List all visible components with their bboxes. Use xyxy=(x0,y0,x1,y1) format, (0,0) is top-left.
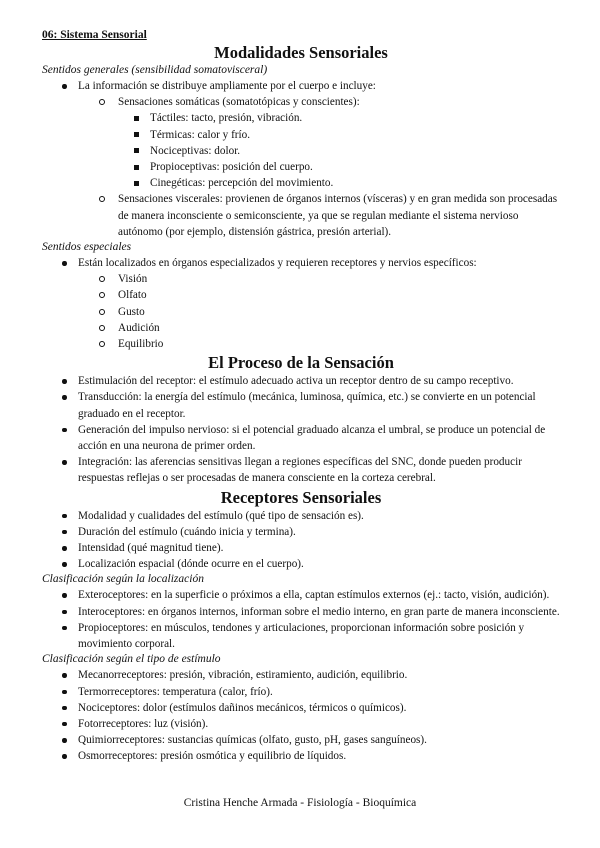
list-item: Termorreceptores: temperatura (calor, frío). xyxy=(42,684,560,700)
list-item: Quimiorreceptores: sustancias químicas (olfato, gusto, pH, gases sanguíneos). xyxy=(42,732,560,748)
subheading-tipo-estimulo: Clasificación según el tipo de estímulo xyxy=(42,653,221,666)
subheading-generales: Sentidos generales (sensibilidad somatovisceral) xyxy=(42,64,268,76)
list-item: Duración del estímulo (cuándo inicia y termina). xyxy=(42,524,560,540)
list-generales xyxy=(42,78,560,240)
list-item: Exteroceptores: en la superficie o próximos a ella, captan estímulos externos (ej.: tacto, visión, audición). xyxy=(42,587,560,603)
list-item: Gusto xyxy=(78,304,560,320)
list-item: Sensaciones viscerales: provienen de órganos internos (vísceras) y en gran medida son procesadas de manera inconsciente o semiconsciente, ya que se regulan mediante el sistema nervioso autónomo (por ejemplo, distensión gástrica, presión arterial). xyxy=(78,191,560,240)
list-item: Propioceptores: en músculos, tendones y articulaciones, proporcionan información sobre posición y movimiento corporal. xyxy=(42,620,560,652)
page-footer: Cristina Henche Armada - Fisiología - Bioquímica xyxy=(183,797,417,809)
list-localizacion xyxy=(42,587,560,652)
list-item: Audición xyxy=(78,320,560,336)
heading-proceso: El Proceso de la Sensación xyxy=(208,353,394,373)
list-item: Integración: las aferencias sensitivas llegan a regiones específicas del SNC, donde pueden producir respuestas reflejas o ser procesadas de manera consciente en la corteza cerebral. xyxy=(42,454,560,486)
list-item: Fotorreceptores: luz (visión). xyxy=(42,716,560,732)
list-item: Sensaciones somáticas (somatotópicas y conscientes): Táctiles: tacto, presión, vibración. Térmicas: calor y frío. Nociceptivas: dolor. Propioceptivas: posición del cuerpo. Cinegéticas: percepción del movimiento. xyxy=(78,94,560,191)
list-item: Intensidad (qué magnitud tiene). xyxy=(42,540,560,556)
list-proceso xyxy=(42,373,560,486)
list-item: Interoceptores: en órganos internos, informan sobre el medio interno, en gran parte de manera inconsciente. xyxy=(42,604,560,620)
list-item: Localización espacial (dónde ocurre en el cuerpo). xyxy=(42,556,560,572)
list-item: Térmicas: calor y frío. xyxy=(118,127,560,143)
heading-receptores: Receptores Sensoriales xyxy=(220,487,382,507)
subheading-localizacion: Clasificación según la localización xyxy=(42,573,204,586)
list-receptores xyxy=(42,508,560,573)
list-item: Modalidad y cualidades del estímulo (qué tipo de sensación es). xyxy=(42,508,560,524)
list-item: Cinegéticas: percepción del movimiento. xyxy=(118,175,560,191)
document-title: 06: Sistema Sensorial xyxy=(42,29,147,41)
list-item: Olfato xyxy=(78,287,560,303)
list-item: Visión xyxy=(78,271,560,287)
list-item: Mecanorreceptores: presión, vibración, estiramiento, audición, equilibrio. xyxy=(42,667,560,683)
subheading-especiales: Sentidos especiales xyxy=(42,241,132,254)
list-item: Generación del impulso nervioso: si el potencial graduado alcanza el umbral, se produce un potencial de acción en una neurona de primer orden. xyxy=(42,422,560,454)
list-item: Propioceptivas: posición del cuerpo. xyxy=(118,159,560,175)
list-item: Estimulación del receptor: el estímulo adecuado activa un receptor dentro de su campo receptivo. xyxy=(42,373,560,389)
list-item: Nociceptores: dolor (estímulos dañinos mecánicos, térmicos o químicos). xyxy=(42,700,560,716)
list-item: Están localizados en órganos especializados y requieren receptores y nervios específicos: Visión Olfato Gusto Audición Equilibrio xyxy=(42,255,560,352)
list-item: La información se distribuye ampliamente por el cuerpo e incluye: Sensaciones somáticas (somatotópicas y conscientes): Táctiles: tacto, presión, vibración. Térmicas: calor y frío. Nociceptivas: dolor. Propioceptivas: posición del cuerpo. Cinegéticas: percepción del movimiento. Sensaciones viscerales: provienen de órganos internos (vísceras) y en gran medida son procesadas de manera inconsciente o semiconsciente, ya que se regulan mediante el sistema nervioso autónomo (por ejemplo, distensión gástrica, presión arterial). xyxy=(42,78,560,240)
list-item: Táctiles: tacto, presión, vibración. xyxy=(118,110,560,126)
list-item: Equilibrio xyxy=(78,336,560,352)
heading-modalidades: Modalidades Sensoriales xyxy=(214,43,388,62)
list-tipo-estimulo xyxy=(42,667,560,764)
list-item: Nociceptivas: dolor. xyxy=(118,143,560,159)
list-item: Transducción: la energía del estímulo (mecánica, luminosa, química, etc.) se convierte en un potencial graduado en el receptor. xyxy=(42,389,560,421)
list-item: Osmorreceptores: presión osmótica y equilibrio de líquidos. xyxy=(42,748,560,764)
list-especiales xyxy=(42,255,560,352)
